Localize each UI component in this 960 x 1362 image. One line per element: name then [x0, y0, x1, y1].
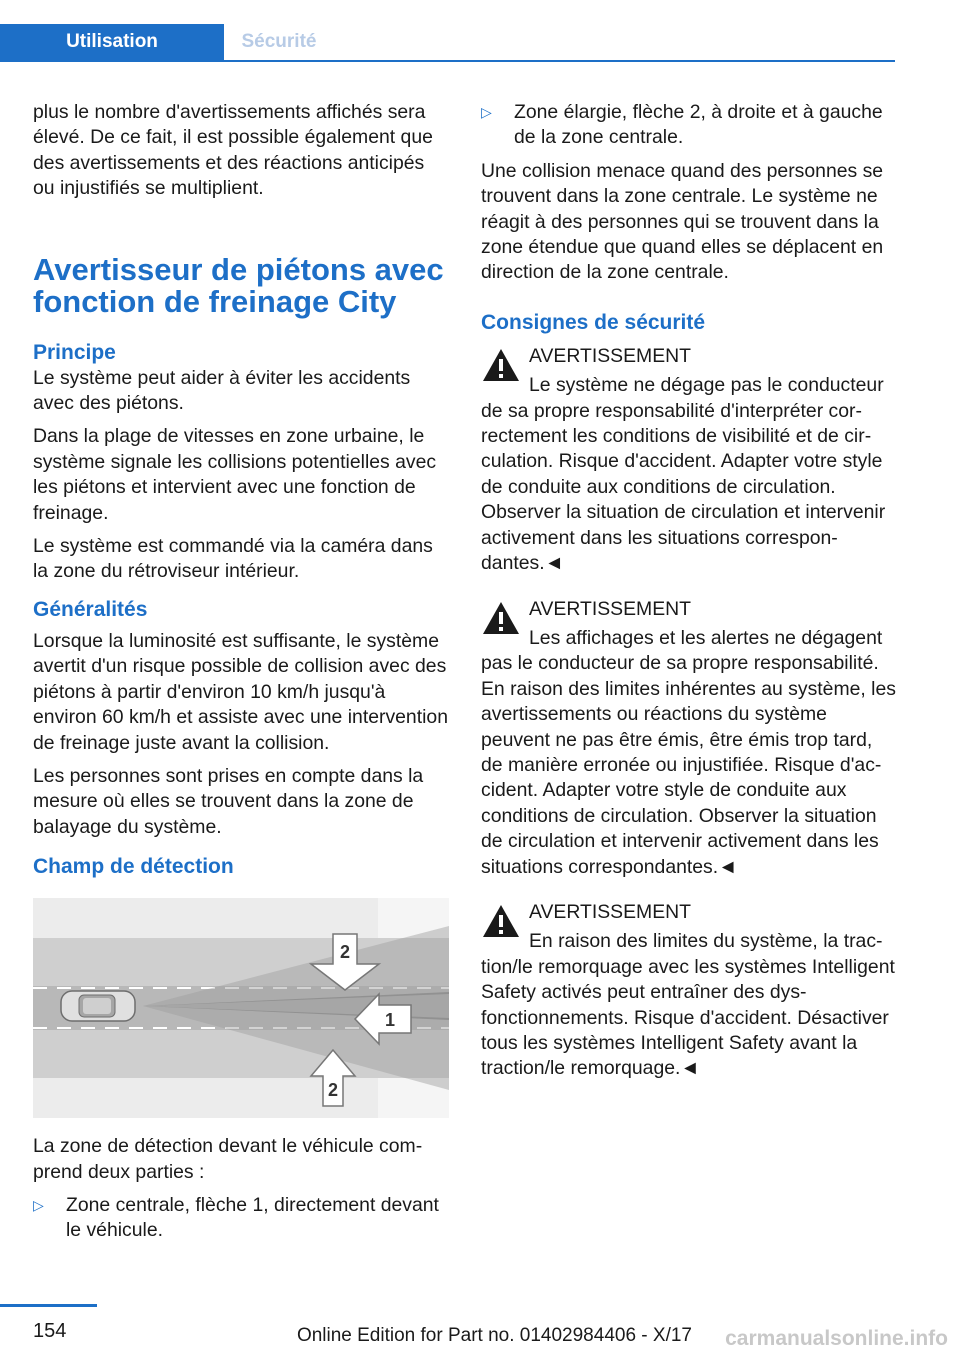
generalites-paragraph-1: Lorsque la luminosité est suffisante, le système avertit d'un risque possible de collision avec des piétons à partir d'environ 10 km/h jusqu'à environ 60 km/h et assiste avec une intervention de freinage juste avant la collision. [33, 629, 448, 754]
svg-text:2: 2 [339, 942, 351, 963]
generalites-paragraph-2: Les personnes sont prises en compte dans la mesure où elles se trouvent dans la zone de balayage du système. [33, 764, 424, 838]
warning-block-2 [481, 597, 897, 880]
collision-paragraph: Une collision menace quand des personnes se trouvent dans la zone centrale. Le système ne réagit à des personnes qui se trouvent dans la zone étendue que quand elles se déplacent en direction de la zone centrale. [481, 159, 884, 284]
page-number: 154 [33, 1320, 67, 1342]
warning-title: AVERTISSEMENT [529, 900, 691, 923]
header-tabs [0, 24, 334, 60]
warning-triangle-icon [481, 347, 521, 383]
bullet-text-extended-zone: Zone élargie, flèche 2, à droite et à gauche de la zone centrale. [514, 101, 883, 149]
warning-title: AVERTISSEMENT [529, 597, 691, 620]
triangle-bullet-icon: ▷ [33, 1196, 44, 1213]
tab-utilisation[interactable]: Utilisation [0, 24, 224, 60]
principe-paragraph-3: Le système est commandé via la caméra dans la zone du rétroviseur intérieur. [33, 535, 433, 583]
section-title: Avertisseur de piétons avec fonction de freinage City [33, 251, 444, 319]
intro-paragraph: plus le nombre d'avertissements affichés sera élevé. De ce fait, il est possible également que des avertissements et des réactions anticipés ou injustifiés se multiplient. [33, 101, 433, 200]
car-icon [61, 991, 135, 1021]
heading-principe: Principe [33, 340, 116, 364]
detection-zone-figure [33, 898, 449, 1118]
right-column [481, 100, 897, 1102]
warning-triangle-icon [481, 903, 521, 939]
warning-triangle-icon [481, 600, 521, 636]
list-item [33, 1193, 449, 1244]
edition-text: Online Edition for Part no. 01402984406 - X/17 [296, 1325, 692, 1346]
warning-text: En raison des limites du système, la traction/le remorquage avec les systèmes Intelligent Safety activés peut entraîner des dysfonctionnements. Risque d'accident. Désactiver tous les systèmes Intelligent Safety avant la traction/le remorquage.◄ [481, 930, 895, 1080]
warning-text: Le système ne dégage pas le conducteur de sa propre responsabilité d'interpréter correctement les conditions de visibilité et de circulation. Risque d'accident. Adapter votre style de conduite aux conditions de circulation. Observer la situation de circulation et intervenir activement dans les situations correspondantes.◄ [481, 374, 886, 575]
header-divider [0, 60, 895, 62]
svg-text:1: 1 [384, 1010, 396, 1031]
list-item [481, 100, 897, 151]
left-column [33, 100, 449, 1252]
heading-champ-detection: Champ de détection [33, 855, 234, 879]
principe-paragraph-1: Le système peut aider à éviter les accidents avec des piétons. [33, 366, 411, 415]
tab-securite[interactable]: Sécurité [241, 31, 317, 52]
warning-block-1 [481, 344, 897, 577]
principe-paragraph-2: Dans la plage de vitesses en zone urbaine, le système signale les collisions potentielles avec les piétons et intervient avec une fonction de freinage. [33, 425, 437, 524]
warning-title: AVERTISSEMENT [529, 344, 691, 367]
watermark-logo: carmanualsonline.info [725, 1327, 948, 1350]
warning-block-3 [481, 900, 897, 1082]
warning-text: Les affichages et les alertes ne dégagent pas le conducteur de sa propre responsabilité. En raison des limites inhérentes au système, les avertissements ou réactions du système peuvent ne pas être émis, être émis trop tard, de manière erronée ou injustifiée. Risque d'accident. Adapter votre style de conduite aux conditions de circulation. Observer la situation de circulation et intervenir activement dans les situations correspondantes.◄ [481, 626, 896, 878]
triangle-bullet-icon: ▷ [481, 104, 492, 120]
bullet-text-central-zone: Zone centrale, flèche 1, directement devant le véhicule. [66, 1193, 439, 1242]
footer-divider [0, 1304, 97, 1307]
heading-generalites: Généralités [33, 597, 148, 621]
heading-consignes: Consignes de sécurité [481, 310, 706, 334]
svg-text:2: 2 [327, 1080, 339, 1101]
zone-paragraph: La zone de détection devant le véhicule comprend deux parties : [33, 1135, 423, 1183]
